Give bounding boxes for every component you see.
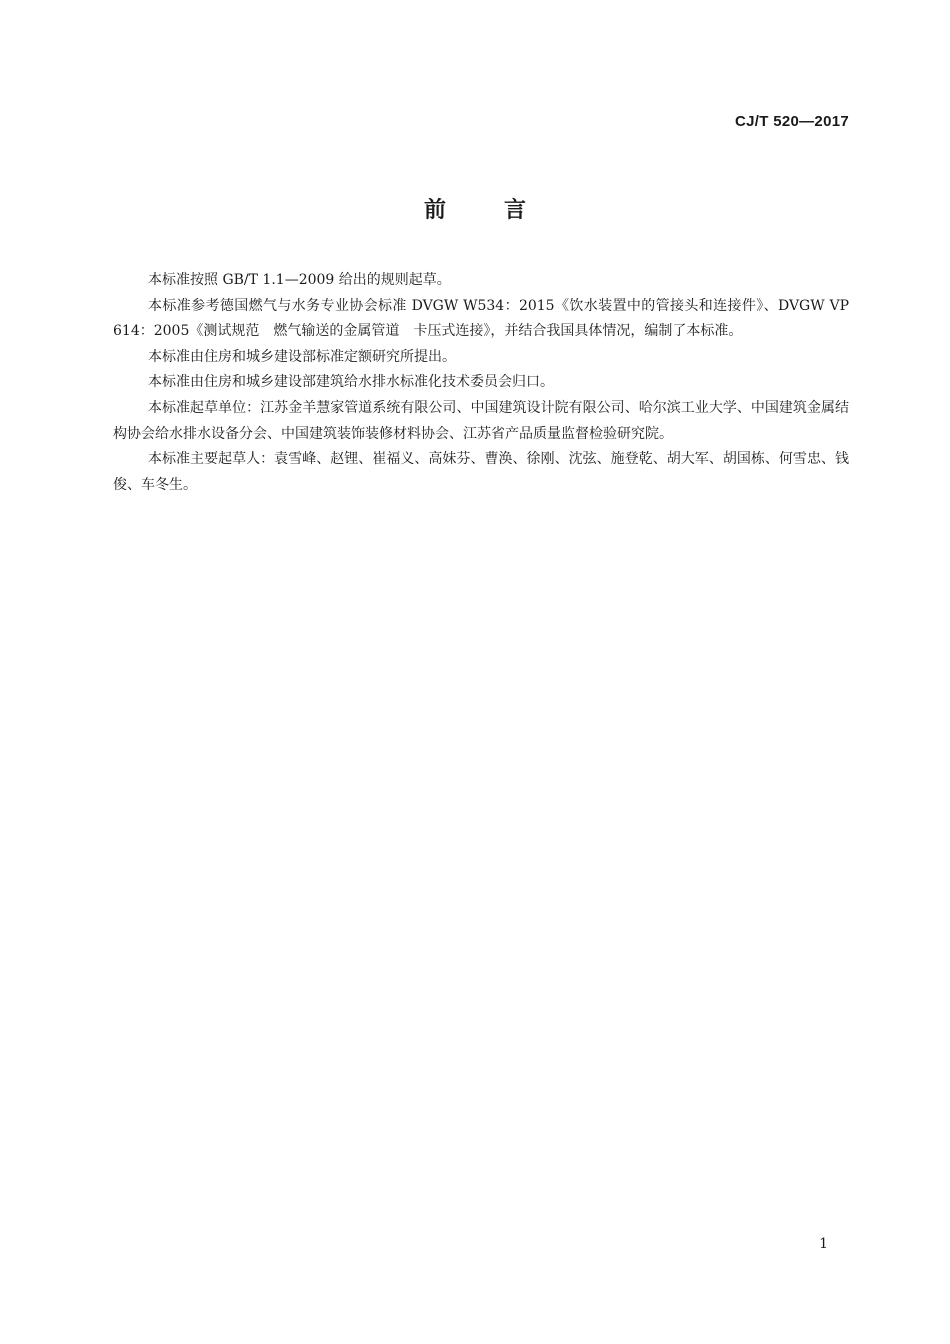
paragraph-drafting-rules: 本标准按照 GB/T 1.1—2009 给出的规则起草。 [148, 272, 451, 288]
page-number: 1 [819, 1236, 828, 1252]
page-title: 前言 [423, 198, 584, 223]
paragraph-drafting-units: 本标准起草单位：江苏金羊慧家管道系统有限公司、中国建筑设计院有限公司、哈尔滨工业大学、中国建筑金属结构协会给水排水设备分会、中国建筑装饰装修材料协会、江苏省产品质量监督检验研究院。 [113, 399, 849, 442]
standard-code: CJ/T 520—2017 [735, 113, 849, 130]
paragraph-references: 本标准参考德国燃气与水务专业协会标准 DVGW W534：2015《饮水装置中的管接头和连接件》、DVGW VP 614：2005《测试规范 燃气输送的金属管道 卡压式连接》，并结合我国具体情况，编制了本标准。 [113, 297, 849, 340]
paragraph-drafters: 本标准主要起草人：袁雪峰、赵锂、崔福义、高妹芬、曹涣、徐刚、沈弦、施登乾、胡大军、胡国栋、何雪忠、钱俊、车冬生。 [113, 451, 849, 493]
paragraph-proposer: 本标准由住房和城乡建设部标准定额研究所提出。 [148, 348, 456, 365]
preface-body [113, 268, 849, 498]
paragraph-committee: 本标准由住房和城乡建设部建筑给水排水标准化技术委员会归口。 [148, 374, 554, 391]
